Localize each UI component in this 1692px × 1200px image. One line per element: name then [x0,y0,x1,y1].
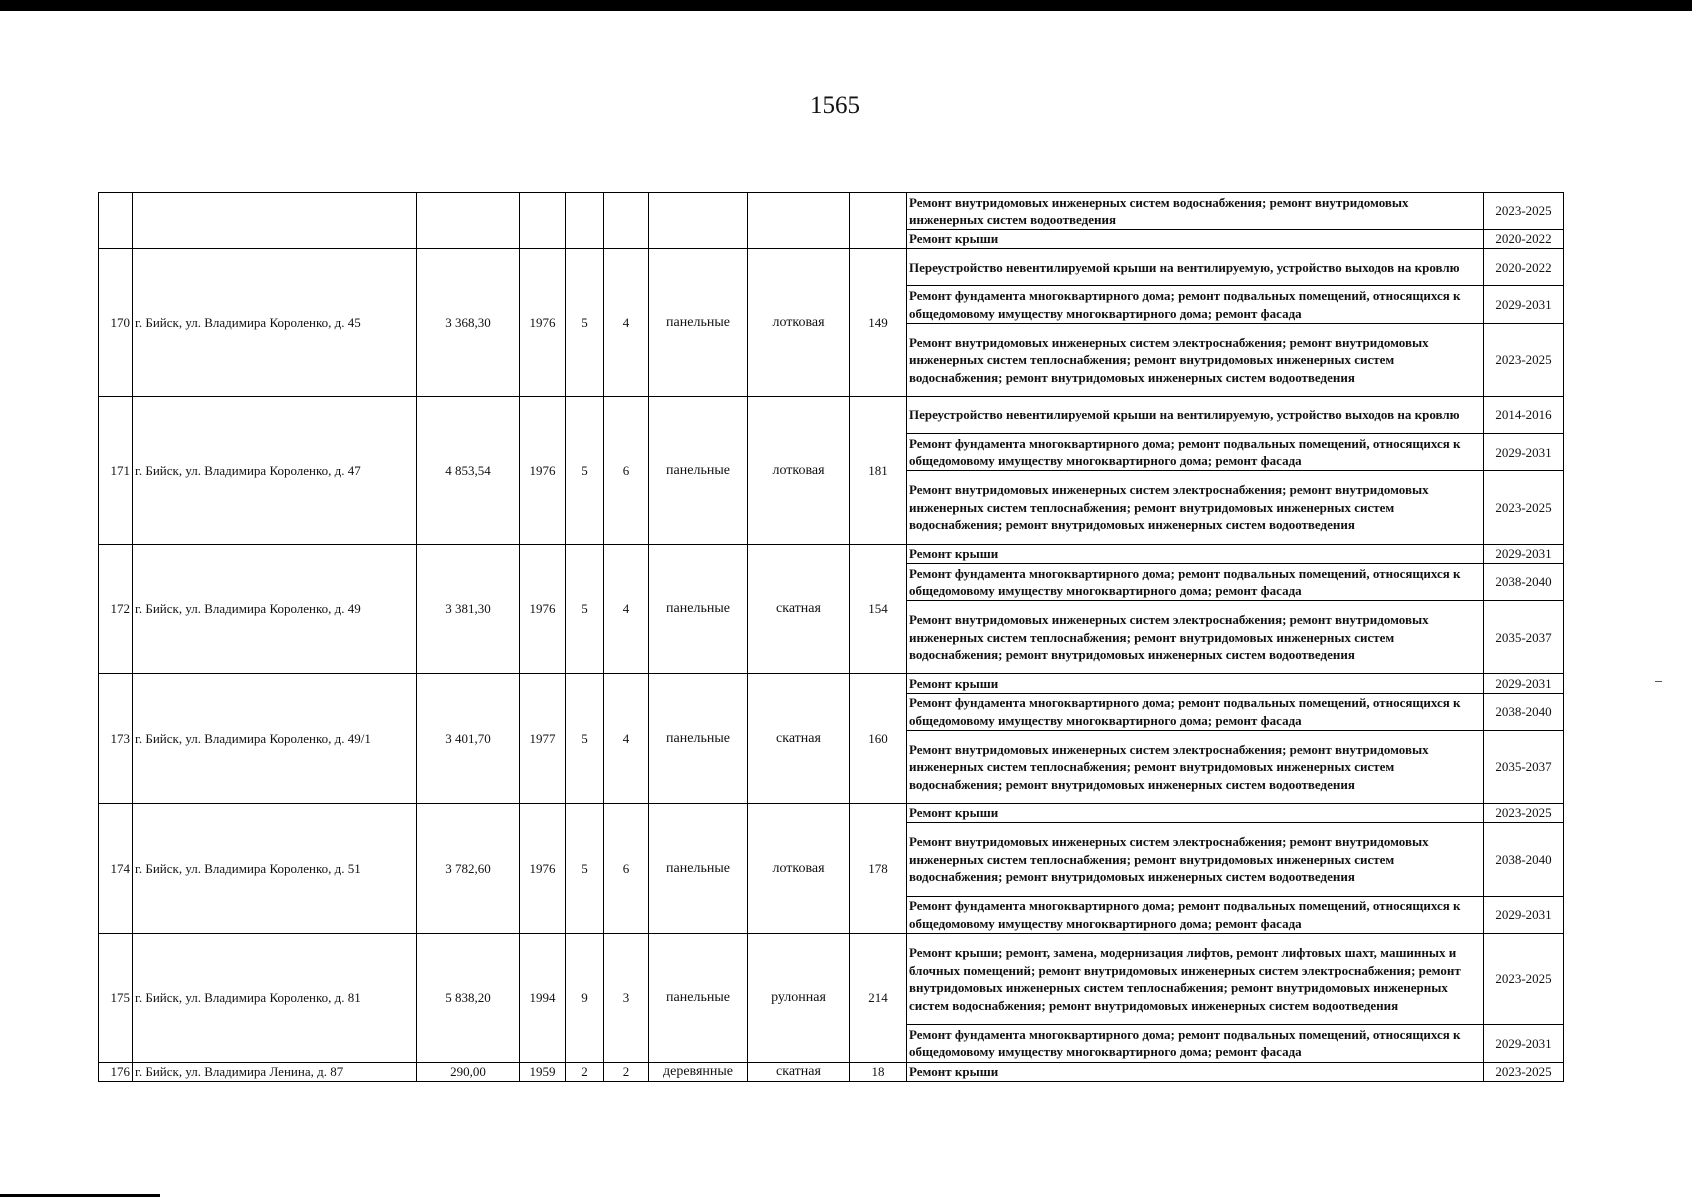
repair-work-cell: Ремонт фундамента многоквартирного дома; ремонт подвальных помещений, относящихся к общедомовому имуществу многоквартирного дома; ремонт фасада [907,434,1484,471]
entrances-cell: 2 [604,1062,649,1081]
residents-cell: 160 [850,674,907,804]
top-scan-border [0,0,1692,11]
table-body [99,193,1564,1082]
wall-material-cell: панельные [649,933,748,1062]
row-number: 171 [99,397,133,545]
entrances-cell: 6 [604,397,649,545]
year-cell: 1959 [520,1062,566,1081]
address-cell: г. Бийск, ул. Владимира Короленко, д. 49/1 [133,674,417,804]
year-cell: 1977 [520,674,566,804]
repair-period-cell: 2035-2037 [1484,601,1564,674]
table-row [99,397,1564,434]
repair-period-cell: 2029-2031 [1484,896,1564,933]
row-number: 175 [99,933,133,1062]
floors-cell [566,193,604,249]
wall-material-cell: деревянные [649,1062,748,1081]
row-number: 174 [99,804,133,934]
floors-cell: 2 [566,1062,604,1081]
repair-period-cell: 2029-2031 [1484,434,1564,471]
repair-work-cell: Ремонт внутридомовых инженерных систем электроснабжения; ремонт внутридомовых инженерных систем теплоснабжения; ремонт внутридомовых инженерных систем водоснабжения; ремонт внутридомовых инженерных систем водоотведения [907,323,1484,396]
table-row [99,193,1564,230]
year-cell [520,193,566,249]
address-cell [133,193,417,249]
repair-work-cell: Ремонт крыши [907,1062,1484,1081]
table-row [99,674,1564,693]
roof-type-cell: скатная [748,674,850,804]
area-cell [417,193,520,249]
repair-work-cell: Ремонт крыши [907,544,1484,563]
floors-cell: 5 [566,249,604,397]
repair-period-cell: 2023-2025 [1484,193,1564,230]
repair-work-cell: Ремонт внутридомовых инженерных систем электроснабжения; ремонт внутридомовых инженерных систем теплоснабжения; ремонт внутридомовых инженерных систем водоснабжения; ремонт внутридомовых инженерных систем водоотведения [907,823,1484,896]
row-number: 173 [99,674,133,804]
floors-cell: 5 [566,804,604,934]
repair-work-cell: Ремонт фундамента многоквартирного дома; ремонт подвальных помещений, относящихся к общедомовому имуществу многоквартирного дома; ремонт фасада [907,693,1484,730]
entrances-cell: 3 [604,933,649,1062]
wall-material-cell: панельные [649,397,748,545]
repair-period-cell: 2020-2022 [1484,230,1564,249]
repair-period-cell: 2023-2025 [1484,804,1564,823]
roof-type-cell: рулонная [748,933,850,1062]
repair-work-cell: Ремонт внутридомовых инженерных систем электроснабжения; ремонт внутридомовых инженерных систем теплоснабжения; ремонт внутридомовых инженерных систем водоснабжения; ремонт внутридомовых инженерных систем водоотведения [907,730,1484,803]
repair-work-cell: Ремонт фундамента многоквартирного дома; ремонт подвальных помещений, относящихся к общедомовому имуществу многоквартирного дома; ремонт фасада [907,1025,1484,1062]
repair-period-cell: 2020-2022 [1484,249,1564,286]
repair-period-cell: 2014-2016 [1484,397,1564,434]
residents-cell: 181 [850,397,907,545]
address-cell: г. Бийск, ул. Владимира Короленко, д. 49 [133,544,417,674]
bottom-scan-mark [0,1194,160,1197]
repair-period-cell: 2029-2031 [1484,674,1564,693]
repair-period-cell: 2029-2031 [1484,1025,1564,1062]
repair-period-cell: 2029-2031 [1484,544,1564,563]
repair-work-cell: Ремонт фундамента многоквартирного дома; ремонт подвальных помещений, относящихся к общедомовому имуществу многоквартирного дома; ремонт фасада [907,896,1484,933]
area-cell: 4 853,54 [417,397,520,545]
repair-period-cell: 2023-2025 [1484,933,1564,1025]
roof-type-cell: лотковая [748,397,850,545]
year-cell: 1994 [520,933,566,1062]
roof-type-cell: скатная [748,544,850,674]
row-number: 172 [99,544,133,674]
entrances-cell: 4 [604,674,649,804]
repair-work-cell: Ремонт крыши [907,230,1484,249]
table-row [99,804,1564,823]
year-cell: 1976 [520,804,566,934]
repair-work-cell: Переустройство невентилируемой крыши на вентилируемую, устройство выходов на кровлю [907,397,1484,434]
address-cell: г. Бийск, ул. Владимира Короленко, д. 47 [133,397,417,545]
repair-work-cell: Ремонт внутридомовых инженерных систем водоснабжения; ремонт внутридомовых инженерных систем водоотведения [907,193,1484,230]
residents-cell: 154 [850,544,907,674]
table-row [99,544,1564,563]
repair-period-cell: 2023-2025 [1484,323,1564,396]
area-cell: 3 782,60 [417,804,520,934]
area-cell: 290,00 [417,1062,520,1081]
address-cell: г. Бийск, ул. Владимира Короленко, д. 81 [133,933,417,1062]
roof-type-cell [748,193,850,249]
floors-cell: 5 [566,544,604,674]
wall-material-cell: панельные [649,249,748,397]
year-cell: 1976 [520,249,566,397]
entrances-cell [604,193,649,249]
repair-period-cell: 2038-2040 [1484,823,1564,896]
page-number: 1565 [810,92,860,119]
repair-period-cell: 2023-2025 [1484,471,1564,544]
repair-period-cell: 2035-2037 [1484,730,1564,803]
area-cell: 3 368,30 [417,249,520,397]
roof-type-cell: лотковая [748,249,850,397]
table-row [99,249,1564,286]
entrances-cell: 6 [604,804,649,934]
repair-work-cell: Ремонт фундамента многоквартирного дома; ремонт подвальных помещений, относящихся к общедомовому имуществу многоквартирного дома; ремонт фасада [907,563,1484,600]
area-cell: 3 401,70 [417,674,520,804]
year-cell: 1976 [520,397,566,545]
area-cell: 3 381,30 [417,544,520,674]
housing-repair-table [98,192,1564,1082]
wall-material-cell: панельные [649,674,748,804]
floors-cell: 5 [566,674,604,804]
residents-cell [850,193,907,249]
row-number [99,193,133,249]
repair-period-cell: 2023-2025 [1484,1062,1564,1081]
residents-cell: 18 [850,1062,907,1081]
floors-cell: 9 [566,933,604,1062]
row-number: 170 [99,249,133,397]
wall-material-cell: панельные [649,804,748,934]
entrances-cell: 4 [604,544,649,674]
address-cell: г. Бийск, ул. Владимира Короленко, д. 51 [133,804,417,934]
floors-cell: 5 [566,397,604,545]
repair-work-cell: Ремонт крыши; ремонт, замена, модернизация лифтов, ремонт лифтовых шахт, машинных и блочных помещений; ремонт внутридомовых инженерных систем электроснабжения; ремонт внутридомовых инженерных систем теплоснабжения; ремонт внутридомовых инженерных систем водоснабжения; ремонт внутридомовых инженерных систем водоотведения [907,933,1484,1025]
wall-material-cell [649,193,748,249]
repair-work-cell: Ремонт внутридомовых инженерных систем электроснабжения; ремонт внутридомовых инженерных систем теплоснабжения; ремонт внутридомовых инженерных систем водоснабжения; ремонт внутридомовых инженерных систем водоотведения [907,601,1484,674]
repair-period-cell: 2038-2040 [1484,563,1564,600]
residents-cell: 178 [850,804,907,934]
residents-cell: 149 [850,249,907,397]
roof-type-cell: лотковая [748,804,850,934]
table-row [99,1062,1564,1081]
table-row [99,933,1564,1025]
residents-cell: 214 [850,933,907,1062]
address-cell: г. Бийск, ул. Владимира Ленина, д. 87 [133,1062,417,1081]
address-cell: г. Бийск, ул. Владимира Короленко, д. 45 [133,249,417,397]
entrances-cell: 4 [604,249,649,397]
wall-material-cell: панельные [649,544,748,674]
row-number: 176 [99,1062,133,1081]
repair-work-cell: Переустройство невентилируемой крыши на вентилируемую, устройство выходов на кровлю [907,249,1484,286]
year-cell: 1976 [520,544,566,674]
repair-period-cell: 2038-2040 [1484,693,1564,730]
area-cell: 5 838,20 [417,933,520,1062]
repair-work-cell: Ремонт фундамента многоквартирного дома; ремонт подвальных помещений, относящихся к общедомовому имуществу многоквартирного дома; ремонт фасада [907,286,1484,323]
margin-tick [1655,681,1662,682]
repair-work-cell: Ремонт крыши [907,674,1484,693]
repair-period-cell: 2029-2031 [1484,286,1564,323]
repair-work-cell: Ремонт крыши [907,804,1484,823]
roof-type-cell: скатная [748,1062,850,1081]
repair-work-cell: Ремонт внутридомовых инженерных систем электроснабжения; ремонт внутридомовых инженерных систем теплоснабжения; ремонт внутридомовых инженерных систем водоснабжения; ремонт внутридомовых инженерных систем водоотведения [907,471,1484,544]
